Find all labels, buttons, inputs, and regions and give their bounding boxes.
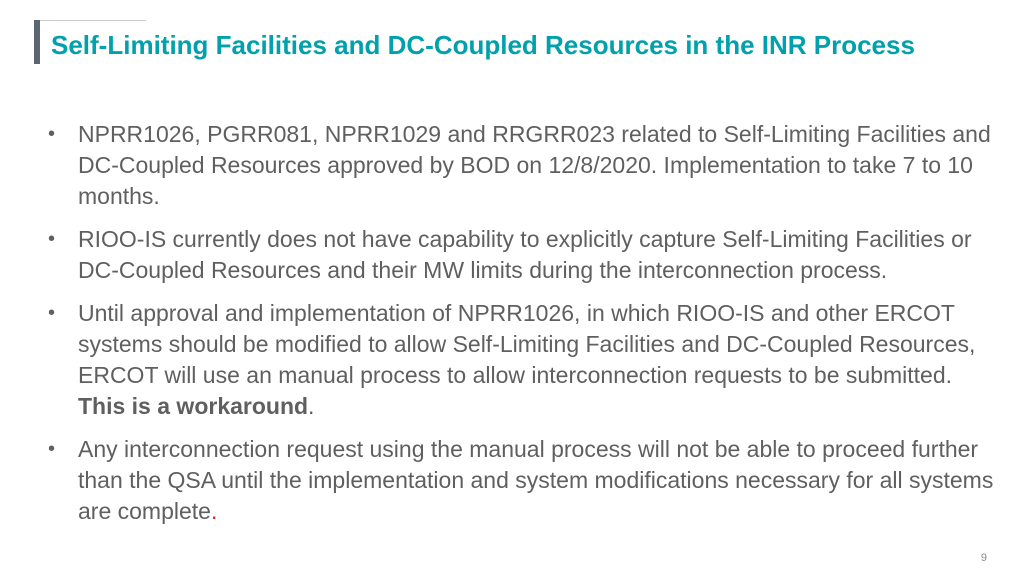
bullet-item-4 — [44, 434, 994, 527]
slide-title: Self-Limiting Facilities and DC-Coupled Resources in the INR Process — [51, 30, 915, 60]
bullet-list — [44, 119, 994, 539]
bullet-text: RIOO-IS currently does not have capability to explicitly capture Self-Limiting Facilities or DC-Coupled Resources and their MW limits during the interconnection process. — [78, 226, 972, 283]
page-number: 9 — [980, 552, 987, 564]
bullet-text: Any interconnection request using the manual process will not be able to proceed further than the QSA until the implementation and system modifications necessary for all systems are complete — [78, 436, 994, 524]
bullet-tail: . — [308, 393, 315, 419]
bullet-item-3 — [44, 298, 994, 422]
bullet-item-2 — [44, 224, 994, 286]
workaround-emphasis: This is a workaround — [78, 393, 309, 419]
bullet-dot: • — [48, 438, 56, 460]
red-period: . — [210, 498, 218, 524]
bullet-dot: • — [48, 228, 56, 250]
title-top-rule — [40, 20, 146, 21]
bullet-dot: • — [48, 123, 56, 145]
bullet-item-1 — [44, 119, 994, 212]
bullet-text: Until approval and implementation of NPRR1026, in which RIOO-IS and other ERCOT systems should be modified to allow Self-Limiting Facilities and DC-Coupled Resources, ERCOT will use an manual process to allow interconnection requests to be submitted. — [78, 300, 982, 388]
bullet-dot: • — [48, 302, 56, 324]
bullet-text: NPRR1026, PGRR081, NPRR1029 and RRGRR023 related to Self-Limiting Facilities and DC-Coupled Resources approved by BOD on 12/8/2020. Implementation to take 7 to 10 months. — [78, 121, 991, 209]
title-accent-bar — [34, 20, 40, 64]
